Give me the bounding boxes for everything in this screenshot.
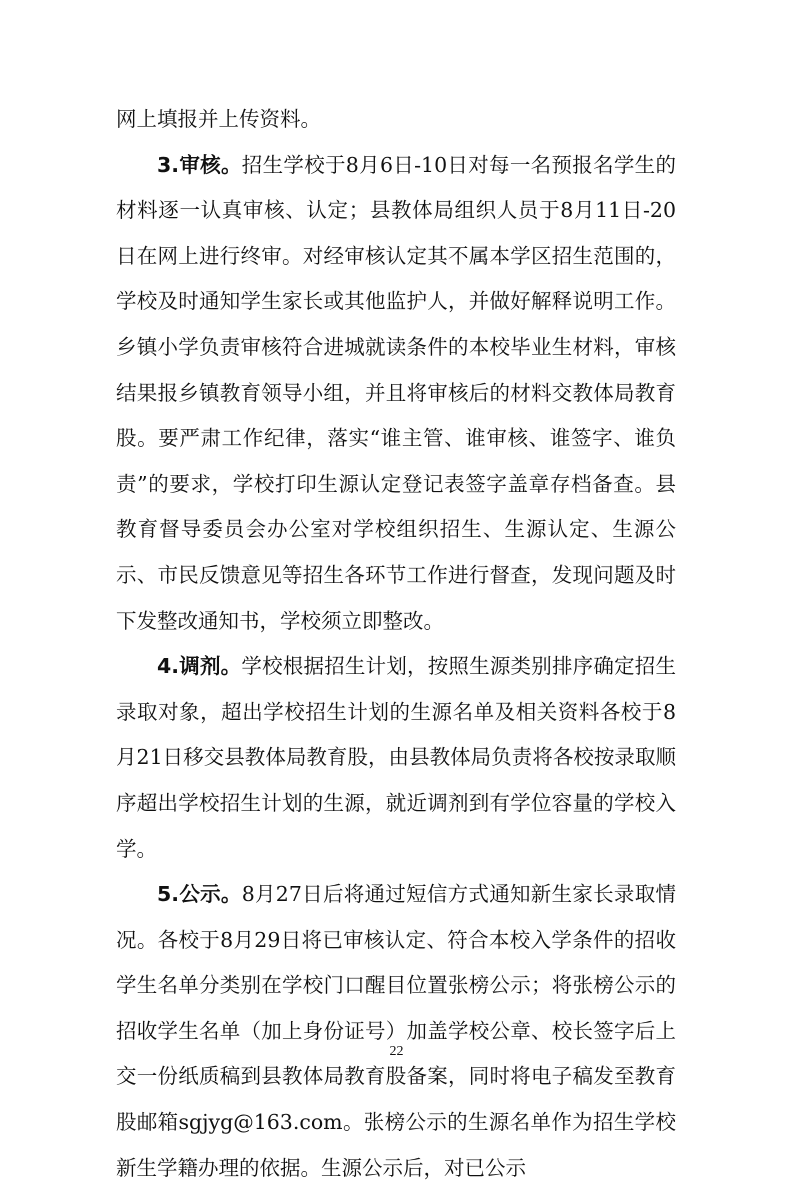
document-page <box>116 97 676 1191</box>
section-body-review: 招生学校于8月6日-10日对每一名预报名学生的材料逐一认真审核、认定；县教体局组织人员于8月11日-20日在网上进行终审。对经审核认定其不属本学区招生范围的，学校及时通知学生家长或其他监护人，并做好解释说明工作。乡镇小学负责审核符合进城就读条件的本校毕业生材料，审核结果报乡镇教育领导小组，并且将审核后的材料交教体局教育股。要严肃工作纪律，落实“谁主管、谁审核、谁签字、谁负责”的要求，学校打印生源认定登记表签字盖章存档备查。县教育督导委员会办公室对学校组织招生、生源认定、生源公示、市民反馈意见等招生各环节工作进行督查，发现问题及时下发整改通知书，学校须立即整改。 <box>116 152 676 633</box>
section-heading-publicity: 5.公示。 <box>157 882 242 907</box>
section-heading-adjustment: 4.调剂。 <box>157 654 242 679</box>
section-adjustment <box>116 644 676 872</box>
section-body-adjustment: 学校根据招生计划，按照生源类别排序确定招生录取对象，超出学校招生计划的生源名单及相关资料各校于8月21日移交县教体局教育股，由县教体局负责将各校按录取顺序超出学校招生计划的生源，就近调剂到有学位容量的学校入学。 <box>116 654 676 861</box>
section-body-publicity: 8月27日后将通过短信方式通知新生家长录取情况。各校于8月29日将已审核认定、符合本校入学条件的招收学生名单分类别在学校门口醒目位置张榜公示；将张榜公示的招收学生名单（加上身份证号）加盖学校公章、校长签字后上交一份纸质稿到县教体局教育股备案，同时将电子稿发至教育股邮箱sgjyg@163.com。张榜公示的生源名单作为招生学校新生学籍办理的依据。生源公示后，对已公示 <box>116 882 676 1180</box>
section-heading-review: 3.审核。 <box>157 152 242 177</box>
page-number: 22 <box>389 1044 404 1059</box>
continued-paragraph: 网上填报并上传资料。 <box>116 107 321 131</box>
section-publicity <box>116 872 676 1191</box>
section-review <box>116 143 676 645</box>
